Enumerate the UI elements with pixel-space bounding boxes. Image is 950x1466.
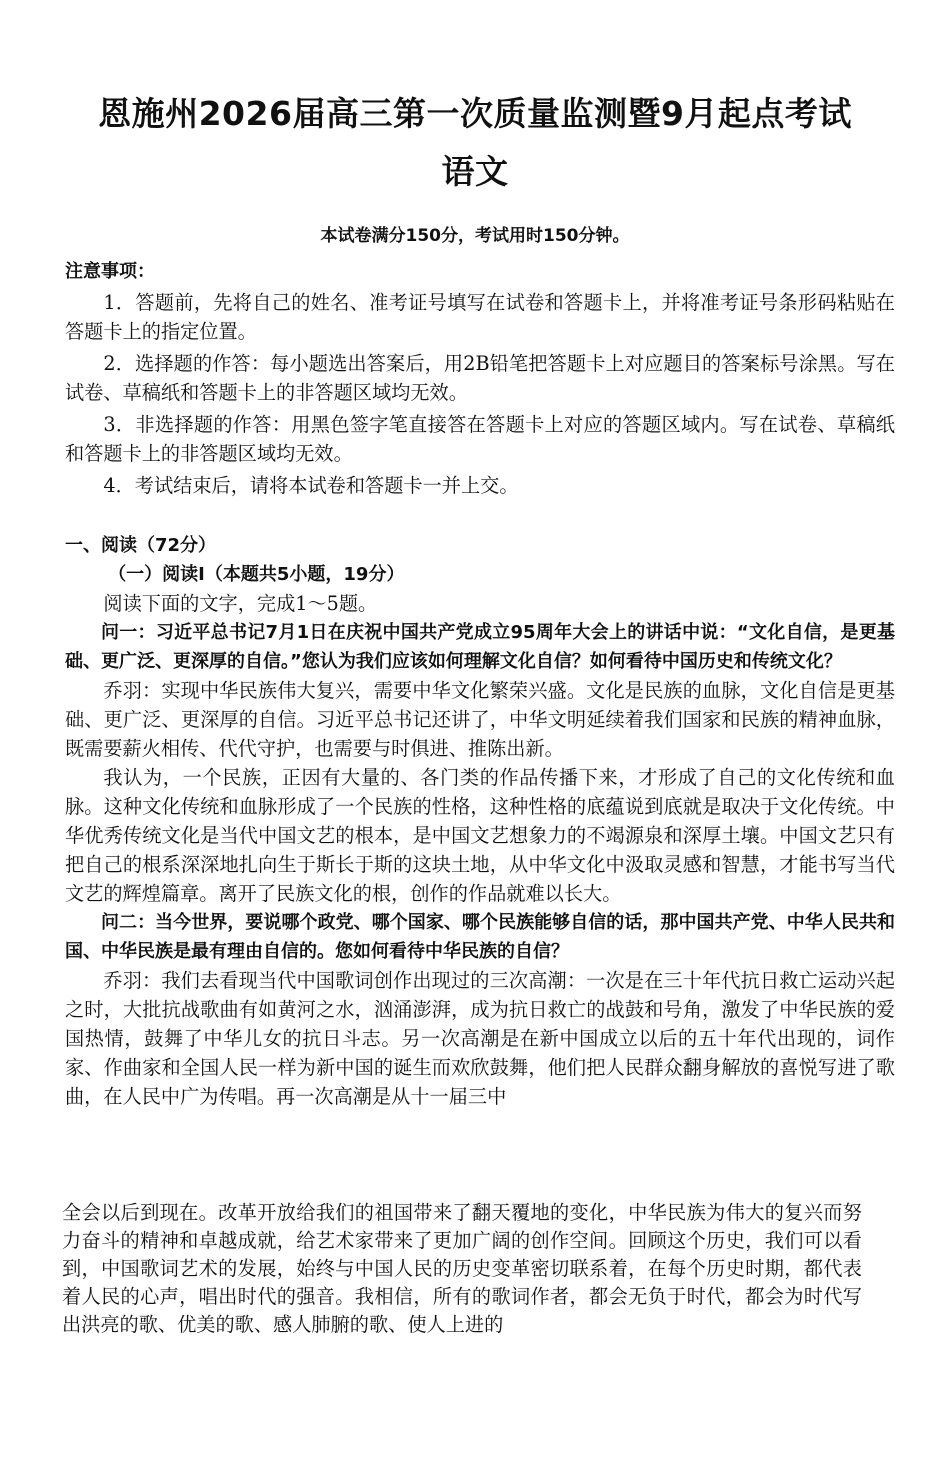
notice-item-1: 1．答题前，先将自己的姓名、准考证号填写在试卷和答题卡上，并将准考证号条形码粘贴在答题卡上的指定位置。 [65, 291, 895, 343]
answer-1-paragraph-2: 我认为，一个民族，正因有大量的、各门类的作品传播下来，才形成了自己的文化传统和血脉。这种文化传统和血脉形成了一个民族的性格，这种性格的底蕴说到底就是取决于文化传统。中华优秀传统文化是当代中国文艺的根本，是中国文艺想象力的不竭源泉和深厚土壤。中国文艺只有把自己的根系深深地扎向生于斯长于斯的这块土地，从中华文化中汲取灵感和智慧，才能书写当代文艺的辉煌篇章。离开了民族文化的根，创作的作品就难以长大。 [65, 766, 895, 905]
answer-2-paragraph-1: 乔羽：我们去看现当代中国歌词创作出现过的三次高潮：一次是在三十年代抗日救亡运动兴起之时，大批抗战歌曲有如黄河之水，汹涌澎湃，成为抗日救亡的战鼓和号角，激发了中华民族的爱国热情，鼓舞了中华儿女的抗日斗志。另一次高潮是在新中国成立以后的五十年代出现的，词作家、作曲家和全国人民一样为新中国的诞生而欢欣鼓舞，他们把人民群众翻身解放的喜悦写进了歌曲，在人民中广为传唱。再一次高潮是从十一届三中 [65, 969, 895, 1108]
question-1: 问一：习近平总书记7月1日在庆祝中国共产党成立95周年大会上的讲话中说：“文化自信，是更基础、更广泛、更深厚的自信。”您认为我们应该如何理解文化自信？如何看待中国历史和传统文化？ [65, 622, 895, 672]
sub-section-heading: （一）阅读I（本题共5小题，19分） [108, 564, 405, 585]
section-heading: 一、阅读（72分） [65, 535, 217, 556]
notice-item-3: 3．非选择题的作答：用黑色签字笔直接答在答题卡上对应的答题区域内。写在试卷、草稿纸和答题卡上的非答题区域均无效。 [65, 413, 895, 465]
notice-heading: 注意事项： [65, 261, 155, 282]
answer-1-paragraph-1: 乔羽：实现中华民族伟大复兴，需要中华文化繁荣兴盛。文化是民族的血脉，文化自信是更基础、更广泛、更深厚的自信。习近平总书记还讲了，中华文明延续着我们国家和民族的精神血脉，既需要薪火相传、代代守护，也需要与时俱进、推陈出新。 [65, 679, 895, 760]
spacer [65, 500, 895, 531]
notice-item-4: 4．考试结束后，请将本试卷和答题卡一并上交。 [103, 474, 519, 497]
main-text [65, 257, 895, 1111]
exam-title: 恩施州2026届高三第一次质量监测暨9月起点考试 [98, 94, 852, 133]
exam-info: 本试卷满分150分，考试用时150分钟。 [320, 226, 630, 246]
answer-2-continuation: 全会以后到现在。改革开放给我们的祖国带来了翻天覆地的变化，中华民族为伟大的复兴而努力奋斗的精神和卓越成就，给艺术家带来了更加广阔的创作空间。回顾这个历史，我们可以看到，中国歌词艺术的发展，始终与中国人民的历史变革密切联系着，在每个历史时期，都代表着人民的心声，唱出时代的强音。我相信，所有的歌词作者，都会无负于时代，都会为时代写出洪亮的歌、优美的歌、感人肺腑的歌、使人上进的 [62, 1201, 862, 1336]
notice-item-2: 2．选择题的作答：每小题选出答案后，用2B铅笔把答题卡上对应题目的答案标号涂黑。写在试卷、草稿纸和答题卡上的非答题区域均无效。 [65, 352, 895, 404]
question-2: 问二：当今世界，要说哪个政党、哪个国家、哪个民族能够自信的话，那中国共产党、中华人民共和国、中华民族是最有理由自信的。您如何看待中华民族的自信？ [65, 912, 895, 962]
subject-title: 语文 [441, 152, 509, 191]
reading-instruction: 阅读下面的文字，完成1～5题。 [103, 592, 378, 615]
